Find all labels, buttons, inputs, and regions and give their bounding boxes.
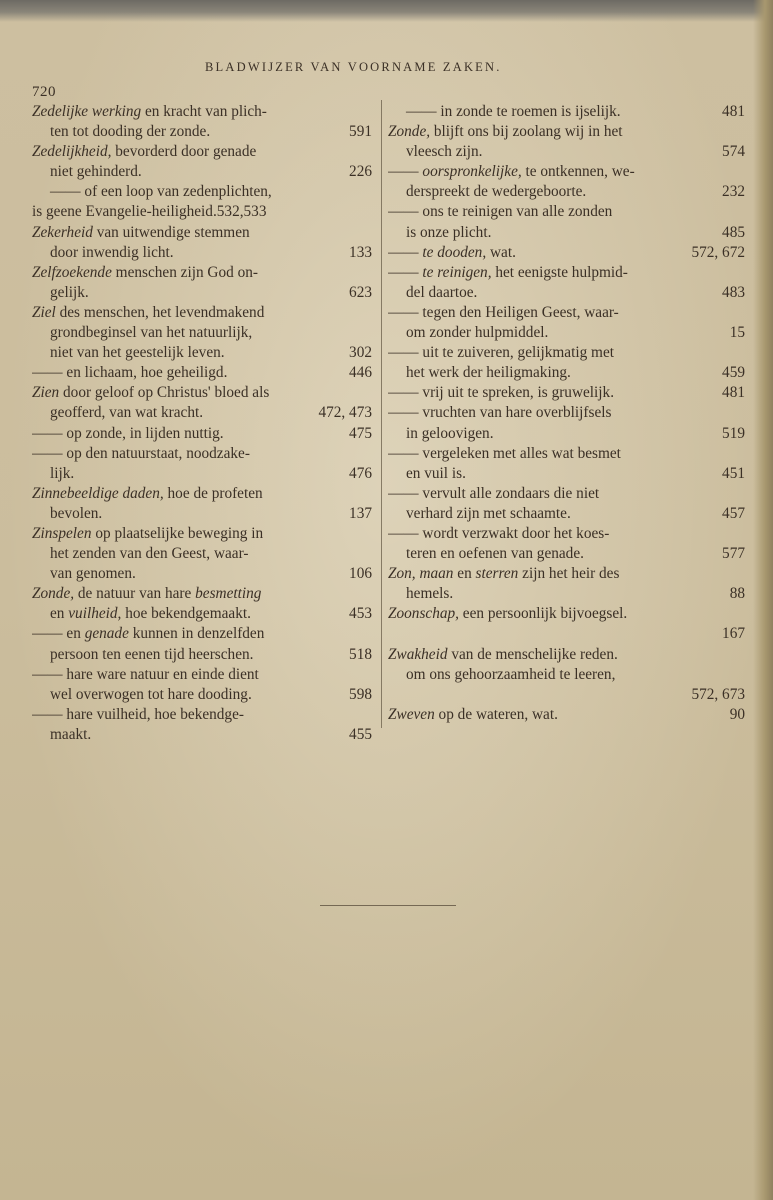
- entry-keyword: Zonde,: [388, 123, 431, 141]
- entry-text: grondbeginsel van het natuurlijk,: [50, 324, 253, 342]
- entry-text: te ontkennen, we-: [521, 163, 635, 181]
- end-rule: [320, 905, 456, 906]
- entry-text: niet van het geestelijk leven.: [50, 344, 225, 362]
- page-ref: 15: [729, 324, 745, 342]
- index-entry: [388, 604, 745, 644]
- entry-text: in geloovigen.: [406, 424, 494, 442]
- entry-text: del daartoe.: [406, 283, 478, 301]
- entry-keyword: Zwakheid: [388, 645, 448, 663]
- entry-text: op de wateren, wat.: [434, 705, 558, 723]
- entry-text: van genomen.: [50, 565, 136, 583]
- entry-text: ——: [388, 243, 423, 261]
- page-ref: 518: [349, 645, 372, 663]
- index-entry: [388, 102, 745, 122]
- entry-text: geofferd, van wat kracht.: [50, 404, 204, 422]
- entry-keyword: Zoonschap,: [388, 605, 459, 623]
- index-entry: [32, 665, 372, 705]
- index-entry: [388, 263, 745, 303]
- page-ref: 88: [729, 585, 745, 603]
- index-entry: [32, 584, 372, 624]
- entry-text: wel overwogen tot hare dooding.: [50, 685, 252, 703]
- index-entry: [388, 444, 745, 484]
- entry-text: —— hare vuilheid, hoe bekendge-: [32, 705, 244, 723]
- page-ref: 623: [349, 283, 372, 301]
- entry-keyword: Zedelijkheid,: [32, 143, 112, 161]
- entry-keyword: te reinigen,: [422, 263, 492, 281]
- index-entry: [32, 624, 372, 664]
- entry-text: —— hare ware natuur en einde dient: [32, 665, 259, 683]
- entry-text: ten tot dooding der zonde.: [50, 123, 211, 141]
- page-ref: 476: [349, 464, 372, 482]
- entry-text: van uitwendige stemmen: [92, 223, 250, 241]
- entry-text: bevolen.: [50, 504, 103, 522]
- page-ref: 302: [349, 344, 372, 362]
- index-entry: [388, 524, 745, 564]
- page-ref: 481: [722, 103, 745, 120]
- page-ref: 472, 473: [318, 404, 372, 422]
- page-ref: 591: [349, 123, 372, 141]
- index-entry: [388, 243, 745, 263]
- page-ref: 459: [722, 364, 745, 382]
- entry-text: niet gehinderd.: [50, 163, 142, 181]
- index-entry: [32, 363, 372, 383]
- page-ref: 574: [722, 143, 745, 161]
- index-column-right: [388, 102, 745, 725]
- entry-keyword: Ziel: [32, 303, 56, 321]
- index-entry: [388, 303, 745, 343]
- page-ref: 457: [722, 504, 745, 522]
- index-entry: [32, 705, 372, 745]
- page-ref: 481: [722, 384, 745, 402]
- entry-keyword: Zedelijke werking: [32, 103, 142, 120]
- entry-text: —— in zonde te roemen is ijselijk.: [406, 103, 621, 120]
- entry-text: —— of een loop van zedenplichten,: [50, 183, 272, 201]
- index-entry: [388, 705, 745, 725]
- index-entry: [388, 484, 745, 524]
- index-entry: [32, 383, 372, 423]
- entry-text: een persoonlijk bijvoegsel.: [458, 605, 628, 623]
- scan-top-edge: [0, 0, 773, 22]
- page-ref: 572, 673: [691, 685, 745, 703]
- entry-keyword: Zinnebeeldige daden,: [32, 484, 164, 502]
- entry-text: het zenden van den Geest, waar-: [50, 545, 249, 563]
- page-ref: 475: [349, 424, 372, 442]
- entry-text: om zonder hulpmiddel.: [406, 324, 549, 342]
- entry-text: om ons gehoorzaamheid te leeren,: [406, 665, 616, 683]
- entry-text: is geene Evangelie-heiligheid.: [32, 203, 217, 221]
- entry-text: teren en oefenen van genade.: [406, 545, 584, 563]
- entry-text: —— vervult alle zondaars die niet: [388, 484, 600, 502]
- entry-text: de natuur van hare: [74, 585, 196, 603]
- entry-keyword: besmetting: [195, 585, 262, 603]
- entry-text: hoe bekendgemaakt.: [121, 605, 251, 623]
- index-entry: [32, 524, 372, 584]
- page-ref: 232: [722, 183, 745, 201]
- page-ref: 90: [729, 705, 745, 723]
- entry-text: —— uit te zuiveren, gelijkmatig met: [388, 344, 614, 362]
- entry-text: des menschen, het levendmakend: [55, 303, 265, 321]
- entry-text: door geloof op Christus' bloed als: [59, 384, 270, 402]
- entry-text: van de menschelijke reden.: [447, 645, 618, 663]
- page-ref: 485: [722, 223, 745, 241]
- entry-text: ——: [388, 163, 423, 181]
- page-ref: 483: [722, 283, 745, 301]
- entry-text: —— op den natuurstaat, noodzake-: [32, 444, 250, 462]
- entry-text: zijn het heir des: [518, 565, 620, 583]
- entry-text: —— vergeleken met alles wat besmet: [388, 444, 621, 462]
- page-ref: 226: [349, 163, 372, 181]
- entry-text: en vuil is.: [406, 464, 466, 482]
- entry-text: wat.: [486, 243, 516, 261]
- entry-keyword: sterren: [475, 565, 519, 583]
- entry-text: —— ons te reinigen van alle zonden: [388, 203, 613, 221]
- running-head: BLADWIJZER VAN VOORNAME ZAKEN.: [205, 60, 502, 74]
- entry-text: —— wordt verzwakt door het koes-: [388, 524, 610, 542]
- page-ref: 572, 672: [691, 243, 745, 261]
- index-entry: [388, 343, 745, 383]
- index-entry: [388, 162, 745, 202]
- entry-text: —— vrij uit te spreken, is gruwelijk.: [388, 384, 615, 402]
- index-entry: [32, 484, 372, 524]
- entry-text: —— vruchten van hare overblijfsels: [388, 404, 612, 422]
- entry-text: gelijk.: [50, 283, 89, 301]
- entry-text: —— tegen den Heiligen Geest, waar-: [388, 303, 619, 321]
- entry-text: lijk.: [50, 464, 75, 482]
- entry-text: ——: [388, 263, 423, 281]
- entry-keyword: Zelfzoekende: [32, 263, 112, 281]
- entry-text: en kracht van plich-: [141, 103, 267, 120]
- index-entry: [32, 102, 372, 142]
- index-entry: [388, 383, 745, 403]
- entry-text: kunnen in denzelfden: [128, 625, 265, 643]
- page-ref: 446: [349, 364, 372, 382]
- entry-text: vleesch zijn.: [406, 143, 483, 161]
- index-entry: [388, 564, 745, 604]
- index-entry: [32, 444, 372, 484]
- page-ref: 532,533: [216, 203, 267, 221]
- entry-keyword: genade: [84, 625, 129, 643]
- page-ref: 137: [349, 504, 372, 522]
- page-ref: 453: [349, 605, 372, 623]
- entry-text: op plaatselijke beweging in: [91, 524, 264, 542]
- entry-text: het werk der heiligmaking.: [406, 364, 571, 382]
- scan-right-edge: [753, 0, 773, 1200]
- entry-keyword: Zweven: [388, 705, 435, 723]
- page-ref: 167: [722, 625, 745, 643]
- entry-keyword: Zonde,: [32, 585, 75, 603]
- entry-text: en: [453, 565, 476, 583]
- entry-text: —— en: [32, 625, 85, 643]
- entry-keyword: Zekerheid: [32, 223, 93, 241]
- entry-text: blijft ons bij zoolang wij in het: [430, 123, 623, 141]
- index-entry: [32, 182, 372, 222]
- entry-keyword: oorspronkelijke,: [422, 163, 522, 181]
- page-number: 720: [32, 84, 56, 100]
- entry-text: en: [50, 605, 69, 623]
- entry-text: verhard zijn met schaamte.: [406, 504, 571, 522]
- entry-text: bevorderd door genade: [111, 143, 257, 161]
- index-entry: [388, 403, 745, 443]
- index-entry: [32, 142, 372, 182]
- index-entry: [388, 122, 745, 162]
- column-divider: [381, 100, 382, 728]
- index-column-left: [32, 102, 372, 745]
- entry-keyword: Zinspelen: [32, 524, 92, 542]
- entry-text: het eenigste hulpmid-: [491, 263, 628, 281]
- entry-text: is onze plicht.: [406, 223, 492, 241]
- index-entry: [32, 223, 372, 263]
- entry-text: —— en lichaam, hoe geheiligd.: [32, 364, 228, 382]
- page-ref: 577: [722, 545, 745, 563]
- entry-keyword: Zon, maan: [388, 565, 454, 583]
- page-ref: 598: [349, 685, 372, 703]
- entry-text: maakt.: [50, 725, 92, 743]
- entry-text: derspreekt de wedergeboorte.: [406, 183, 587, 201]
- entry-keyword: te dooden,: [422, 243, 487, 261]
- index-entry: [388, 645, 745, 705]
- page-ref: 455: [349, 725, 372, 743]
- entry-text: hemels.: [406, 585, 454, 603]
- index-entry: [32, 303, 372, 363]
- index-entry: [388, 202, 745, 242]
- entry-keyword: Zien: [32, 384, 60, 402]
- page-ref: 133: [349, 243, 372, 261]
- page-ref: 451: [722, 464, 745, 482]
- entry-text: menschen zijn God on-: [111, 263, 258, 281]
- entry-text: door inwendig licht.: [50, 243, 174, 261]
- entry-text: —— op zonde, in lijden nuttig.: [32, 424, 224, 442]
- entry-text: hoe de profeten: [163, 484, 263, 502]
- entry-keyword: vuilheid,: [68, 605, 122, 623]
- entry-text: persoon ten eenen tijd heerschen.: [50, 645, 254, 663]
- index-entry: [32, 263, 372, 303]
- page-ref: 106: [349, 565, 372, 583]
- page-ref: 519: [722, 424, 745, 442]
- index-entry: [32, 424, 372, 444]
